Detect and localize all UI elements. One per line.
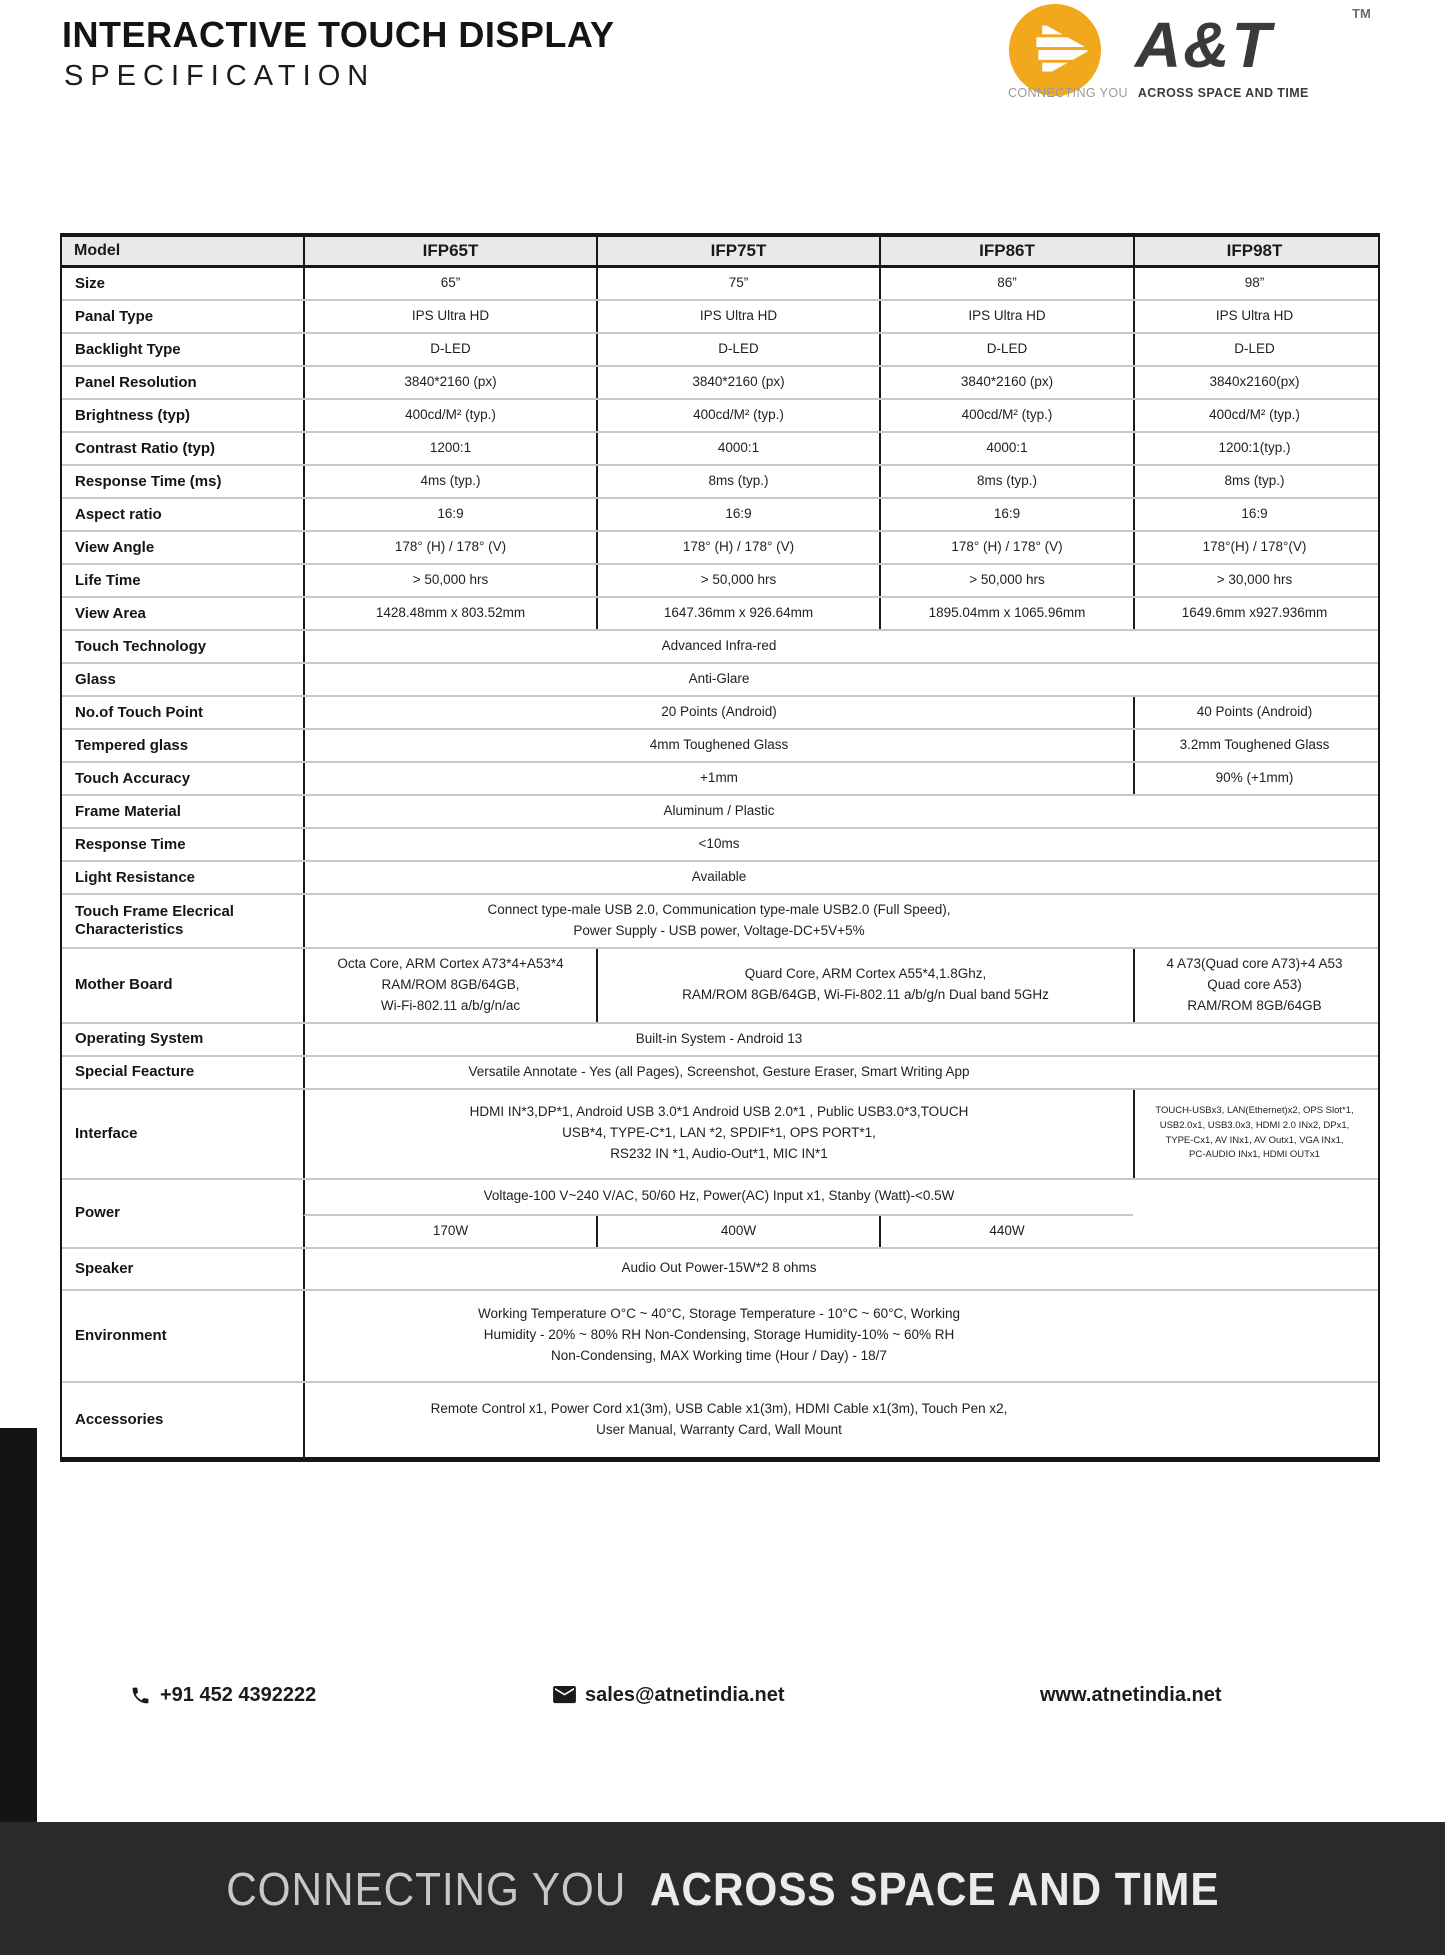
row-label: Life Time [75, 571, 141, 589]
contact-website [1040, 1684, 1222, 1707]
spec-cell: 1200:1(typ.) [1133, 433, 1374, 464]
row-label: Accessories [75, 1410, 164, 1428]
spec-cell: 3840*2160 (px) [879, 367, 1133, 398]
spec-cell: D-LED [596, 334, 879, 365]
row-label: Light Resistance [75, 868, 196, 886]
spec-cell: Octa Core, ARM Cortex A73*4+A53*4 RAM/ROM 8GB/64GB, Wi-Fi-802.11 a/b/g/n/ac [303, 949, 596, 1022]
spec-row [62, 895, 1378, 949]
contact-email-address: sales@atnetindia.net [585, 1684, 785, 1706]
spec-row [62, 565, 1378, 598]
spec-row [62, 730, 1378, 763]
spec-cell: 1428.48mm x 803.52mm [303, 598, 596, 629]
spec-row [62, 466, 1378, 499]
row-label: Frame Material [75, 802, 181, 820]
spec-row [62, 400, 1378, 433]
spec-cell: > 50,000 hrs [596, 565, 879, 596]
row-label: Response Time (ms) [75, 472, 222, 490]
spec-cell: IPS Ultra HD [303, 301, 596, 332]
spec-cell: 1200:1 [303, 433, 596, 464]
spec-cell: 65” [303, 268, 596, 299]
spec-row [62, 862, 1378, 895]
spec-cell: Voltage-100 V~240 V/AC, 50/60 Hz, Power(AC) Input x1, Stanby (Watt)-<0.5W [303, 1180, 1133, 1216]
footer-tagline [226, 1862, 1219, 1916]
row-label: No.of Touch Point [75, 703, 204, 721]
spec-cell [1133, 796, 1374, 827]
spec-row [62, 268, 1378, 301]
spec-cell: 1649.6mm x927.936mm [1133, 598, 1374, 629]
spec-cell: 178° (H) / 178° (V) [879, 532, 1133, 563]
contact-phone-number: +91 452 4392222 [160, 1684, 317, 1706]
spec-row [62, 499, 1378, 532]
model-name-ifp75t: IFP75T [596, 237, 879, 265]
spec-cell: 400cd/M² (typ.) [1133, 400, 1374, 431]
spec-cell: > 50,000 hrs [303, 565, 596, 596]
spec-cell: Remote Control x1, Power Cord x1(3m), USB Cable x1(3m), HDMI Cable x1(3m), Touch Pen x2, User Manual, Warranty Card, Wall Mount [303, 1383, 1133, 1457]
brand-tagline-bold: ACROSS SPACE AND TIME [1137, 86, 1309, 100]
spec-cell: Audio Out Power-15W*2 8 ohms [303, 1249, 1133, 1289]
spec-cell: 178°(H) / 178°(V) [1133, 532, 1374, 563]
spec-cell: 4ms (typ.) [303, 466, 596, 497]
spec-table-header-row [62, 237, 1378, 268]
spec-cell: 16:9 [596, 499, 879, 530]
spec-cell: 8ms (typ.) [1133, 466, 1374, 497]
spec-row [62, 664, 1378, 697]
spec-cell [1133, 862, 1374, 893]
spec-cell: 16:9 [879, 499, 1133, 530]
spec-cell [1133, 1180, 1374, 1247]
spec-row [62, 1180, 1378, 1249]
envelope-icon [553, 1686, 576, 1705]
spec-cell: 8ms (typ.) [879, 466, 1133, 497]
spec-table [60, 233, 1380, 1462]
spec-cell [1133, 1291, 1374, 1381]
spec-cell: 1647.36mm x 926.64mm [596, 598, 879, 629]
row-label: Contrast Ratio (typ) [75, 439, 215, 457]
model-name-ifp86t: IFP86T [879, 237, 1133, 265]
spec-cell: 440W [879, 1216, 1133, 1247]
row-label: Aspect ratio [75, 505, 162, 523]
contact-email [553, 1684, 785, 1707]
spec-cell: Working Temperature O°C ~ 40°C, Storage Temperature - 10°C ~ 60°C, Working Humidity - 20% ~ 80% RH Non-Condensing, Storage Humidity-10% ~ 60% RH Non-Condensing, MAX Working time (Hour / Day) - 18/7 [303, 1291, 1133, 1381]
contact-phone [130, 1684, 316, 1707]
spec-cell [1133, 631, 1374, 662]
spec-cell: 178° (H) / 178° (V) [303, 532, 596, 563]
row-label: Environment [75, 1326, 167, 1344]
row-label: Response Time [75, 835, 186, 853]
row-label: Touch Technology [75, 637, 207, 655]
spec-cell [1133, 829, 1374, 860]
spec-row [62, 796, 1378, 829]
row-label: Special Feacture [75, 1063, 195, 1081]
brand-name: A&T [1135, 9, 1273, 81]
spec-cell: IPS Ultra HD [596, 301, 879, 332]
row-label: Glass [75, 670, 116, 688]
spec-row [62, 367, 1378, 400]
spec-cell: 178° (H) / 178° (V) [596, 532, 879, 563]
row-label: View Area [75, 604, 146, 622]
spec-cell: TOUCH-USBx3, LAN(Ethernet)x2, OPS Slot*1, USB2.0x1, USB3.0x3, HDMI 2.0 INx2, DPx1, TYPE-Cx1, AV INx1, AV Outx1, VGA INx1, PC-AUDIO INx1, HDMI OUTx1 [1133, 1090, 1374, 1178]
spec-row [62, 1383, 1378, 1457]
spec-cell: 4 A73(Quad core A73)+4 A53 Quad core A53) RAM/ROM 8GB/64GB [1133, 949, 1374, 1022]
spec-cell: 400cd/M² (typ.) [879, 400, 1133, 431]
spec-cell: 1895.04mm x 1065.96mm [879, 598, 1133, 629]
brand-trademark: TM [1352, 6, 1371, 21]
page-subtitle: SPECIFICATION [64, 60, 376, 92]
spec-row [62, 631, 1378, 664]
spec-cell: 4000:1 [596, 433, 879, 464]
row-label: Size [75, 274, 106, 292]
spec-cell: 86” [879, 268, 1133, 299]
spec-cell: Built-in System - Android 13 [303, 1024, 1133, 1055]
spec-cell: Anti-Glare [303, 664, 1133, 695]
row-label: Speaker [75, 1259, 134, 1277]
spec-cell: 170W [303, 1216, 596, 1247]
contact-strip [0, 1672, 1445, 1722]
row-label: Panel Resolution [75, 373, 197, 391]
spec-cell: 3.2mm Toughened Glass [1133, 730, 1374, 761]
spec-cell [1133, 895, 1374, 947]
footer-tagline-bold: ACROSS SPACE AND TIME [649, 1862, 1220, 1915]
spec-cell: Available [303, 862, 1133, 893]
spec-cell: D-LED [1133, 334, 1374, 365]
spec-cell: +1mm [303, 763, 1133, 794]
spec-cell: IPS Ultra HD [879, 301, 1133, 332]
contact-website-url: www.atnetindia.net [1040, 1684, 1222, 1706]
footer-tagline-light: CONNECTING YOU [225, 1862, 626, 1915]
spec-cell: 98” [1133, 268, 1374, 299]
spec-cell: 3840x2160(px) [1133, 367, 1374, 398]
model-column-label: Model [74, 242, 121, 259]
spec-row [62, 334, 1378, 367]
spec-cell: Versatile Annotate - Yes (all Pages), Screenshot, Gesture Eraser, Smart Writing App [303, 1057, 1133, 1088]
row-label: Interface [75, 1124, 138, 1142]
spec-cell: 4000:1 [879, 433, 1133, 464]
spec-row [62, 829, 1378, 862]
spec-row [62, 1024, 1378, 1057]
spec-cell: > 50,000 hrs [879, 565, 1133, 596]
left-accent-bar [0, 1428, 37, 1822]
spec-cell [1133, 1383, 1374, 1457]
spec-cell: 8ms (typ.) [596, 466, 879, 497]
spec-cell: 400cd/M² (typ.) [596, 400, 879, 431]
spec-cell: Advanced Infra-red [303, 631, 1133, 662]
brand-tagline-light: CONNECTING YOU [1008, 86, 1128, 100]
spec-cell [1133, 1024, 1374, 1055]
spec-row [62, 763, 1378, 796]
row-label: Brightness (typ) [75, 406, 191, 424]
row-label: Mother Board [75, 976, 173, 994]
spec-row [62, 532, 1378, 565]
spec-cell: IPS Ultra HD [1133, 301, 1374, 332]
spec-cell: Quard Core, ARM Cortex A55*4,1.8Ghz, RAM/ROM 8GB/64GB, Wi-Fi-802.11 a/b/g/n Dual band 5GHz [596, 949, 1133, 1022]
spec-cell: 4mm Toughened Glass [303, 730, 1133, 761]
page-title: INTERACTIVE TOUCH DISPLAY [62, 14, 615, 55]
spec-cell: 20 Points (Android) [303, 697, 1133, 728]
spec-cell: HDMI IN*3,DP*1, Android USB 3.0*1 Android USB 2.0*1 , Public USB3.0*3,TOUCH USB*4, TYPE-C*1, LAN *2, SPDIF*1, OPS PORT*1, RS232 IN *1, Audio-Out*1, MIC IN*1 [303, 1090, 1133, 1178]
spec-row [62, 1291, 1378, 1383]
spec-cell: Connect type-male USB 2.0, Communication type-male USB2.0 (Full Speed), Power Supply - USB power, Voltage-DC+5V+5% [303, 895, 1133, 947]
row-label: Panal Type [75, 307, 154, 325]
spec-cell: 90% (+1mm) [1133, 763, 1374, 794]
row-label: Tempered glass [75, 736, 189, 754]
row-label: Backlight Type [75, 340, 181, 358]
spec-cell: 40 Points (Android) [1133, 697, 1374, 728]
spec-cell: 400cd/M² (typ.) [303, 400, 596, 431]
spec-cell: 3840*2160 (px) [596, 367, 879, 398]
spec-cell [1133, 1057, 1374, 1088]
brand-logo [1000, 0, 1400, 110]
model-name-ifp65t: IFP65T [303, 237, 596, 265]
spec-cell: 3840*2160 (px) [303, 367, 596, 398]
spec-row [62, 301, 1378, 334]
footer-bar [0, 1822, 1445, 1955]
spec-row [62, 949, 1378, 1024]
spec-table-body [62, 268, 1378, 1457]
spec-row [62, 697, 1378, 730]
spec-cell: > 30,000 hrs [1133, 565, 1374, 596]
spec-cell: D-LED [879, 334, 1133, 365]
spec-cell: 16:9 [1133, 499, 1374, 530]
spec-row [62, 433, 1378, 466]
spec-row [62, 1249, 1378, 1291]
row-label: Operating System [75, 1030, 204, 1048]
row-label: View Angle [75, 538, 155, 556]
row-label: Touch Frame Elecrical Characteristics [75, 902, 234, 938]
spec-cell [1133, 1249, 1374, 1289]
brand-tagline [1008, 86, 1309, 100]
spec-cell: <10ms [303, 829, 1133, 860]
spec-row [62, 1057, 1378, 1090]
spec-cell: Aluminum / Plastic [303, 796, 1133, 827]
spec-cell [1133, 664, 1374, 695]
spec-cell: 16:9 [303, 499, 596, 530]
row-label: Power [75, 1204, 121, 1222]
spec-row [62, 1090, 1378, 1180]
spec-cell: 400W [596, 1216, 879, 1247]
spec-cell: 75” [596, 268, 879, 299]
phone-icon [130, 1685, 151, 1706]
model-name-ifp98t: IFP98T [1133, 237, 1374, 265]
spec-row [62, 598, 1378, 631]
spec-cell: D-LED [303, 334, 596, 365]
row-label: Touch Accuracy [75, 769, 191, 787]
